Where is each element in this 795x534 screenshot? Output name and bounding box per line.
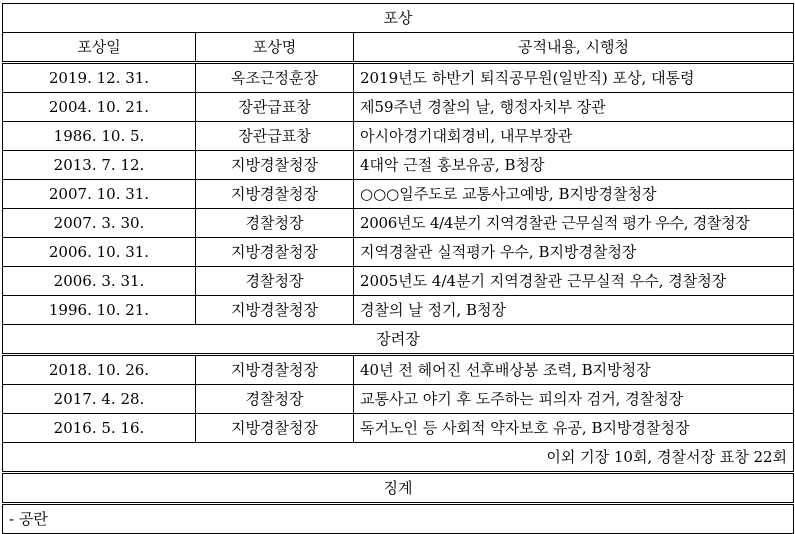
section-header-discipline: [3, 473, 794, 504]
section-title-commendations: 장려장: [3, 325, 794, 355]
discipline-detail: - 공란: [3, 504, 794, 534]
table-row: [3, 414, 794, 443]
section-title-discipline: 징계: [3, 473, 794, 504]
discipline-row: [3, 504, 794, 534]
award-detail: 아시아경기대회경비, 내무부장관: [354, 122, 794, 151]
table-row: [3, 151, 794, 180]
commendation-name: 지방경찰청장: [196, 414, 354, 443]
other-note: 이외 기장 10회, 경찰서장 표창 22회: [3, 443, 794, 473]
section-header-commendations: [3, 325, 794, 355]
award-date: 2006. 3. 31.: [3, 267, 196, 296]
award-detail: 2006년도 4/4분기 지역경찰관 근무실적 평가 우수, 경찰청장: [354, 209, 794, 238]
header-detail: 공적내용, 시행청: [354, 33, 794, 63]
award-detail: ○○○일주도로 교통사고예방, B지방경찰청장: [354, 180, 794, 209]
award-date: 2007. 3. 30.: [3, 209, 196, 238]
commendation-detail: 교통사고 야기 후 도주하는 피의자 검거, 경찰청장: [354, 385, 794, 414]
commendation-date: 2016. 5. 16.: [3, 414, 196, 443]
header-row: [3, 33, 794, 63]
award-name: 지방경찰청장: [196, 296, 354, 325]
other-note-row: [3, 443, 794, 473]
award-name: 지방경찰청장: [196, 151, 354, 180]
award-detail: 2005년도 4/4분기 지역경찰관 근무실적 우수, 경찰청장: [354, 267, 794, 296]
award-name: 경찰청장: [196, 267, 354, 296]
commendation-date: 2018. 10. 26.: [3, 355, 196, 385]
section-title-awards: 포상: [3, 4, 794, 33]
table-row: [3, 209, 794, 238]
award-detail: 제59주년 경찰의 날, 행정자치부 장관: [354, 93, 794, 122]
table-row: [3, 355, 794, 385]
award-name: 옥조근정훈장: [196, 63, 354, 93]
section-header-awards: [3, 4, 794, 33]
table-row: [3, 267, 794, 296]
table-row: [3, 180, 794, 209]
award-date: 2006. 10. 31.: [3, 238, 196, 267]
award-date: 2004. 10. 21.: [3, 93, 196, 122]
award-name: 장관급표창: [196, 93, 354, 122]
commendation-detail: 40년 전 헤어진 선후배상봉 조력, B지방청장: [354, 355, 794, 385]
award-name: 지방경찰청장: [196, 180, 354, 209]
table-row: [3, 296, 794, 325]
award-date: 2013. 7. 12.: [3, 151, 196, 180]
award-detail: 4대악 근절 홍보유공, B청장: [354, 151, 794, 180]
header-name: 포상명: [196, 33, 354, 63]
award-name: 지방경찰청장: [196, 238, 354, 267]
commendation-detail: 독거노인 등 사회적 약자보호 유공, B지방경찰청장: [354, 414, 794, 443]
award-detail: 경찰의 날 정기, B청장: [354, 296, 794, 325]
commendation-date: 2017. 4. 28.: [3, 385, 196, 414]
table-row: [3, 93, 794, 122]
award-date: 1996. 10. 21.: [3, 296, 196, 325]
award-date: 2019. 12. 31.: [3, 63, 196, 93]
commendation-name: 지방경찰청장: [196, 355, 354, 385]
award-date: 1986. 10. 5.: [3, 122, 196, 151]
table-row: [3, 238, 794, 267]
award-date: 2007. 10. 31.: [3, 180, 196, 209]
table-row: [3, 122, 794, 151]
header-date: 포상일: [3, 33, 196, 63]
table-row: [3, 385, 794, 414]
commendation-name: 경찰청장: [196, 385, 354, 414]
award-table: [2, 3, 794, 534]
award-detail: 2019년도 하반기 퇴직공무원(일반직) 포상, 대통령: [354, 63, 794, 93]
table-row: [3, 63, 794, 93]
award-name: 경찰청장: [196, 209, 354, 238]
award-name: 장관급표창: [196, 122, 354, 151]
award-detail: 지역경찰관 실적평가 우수, B지방경찰청장: [354, 238, 794, 267]
